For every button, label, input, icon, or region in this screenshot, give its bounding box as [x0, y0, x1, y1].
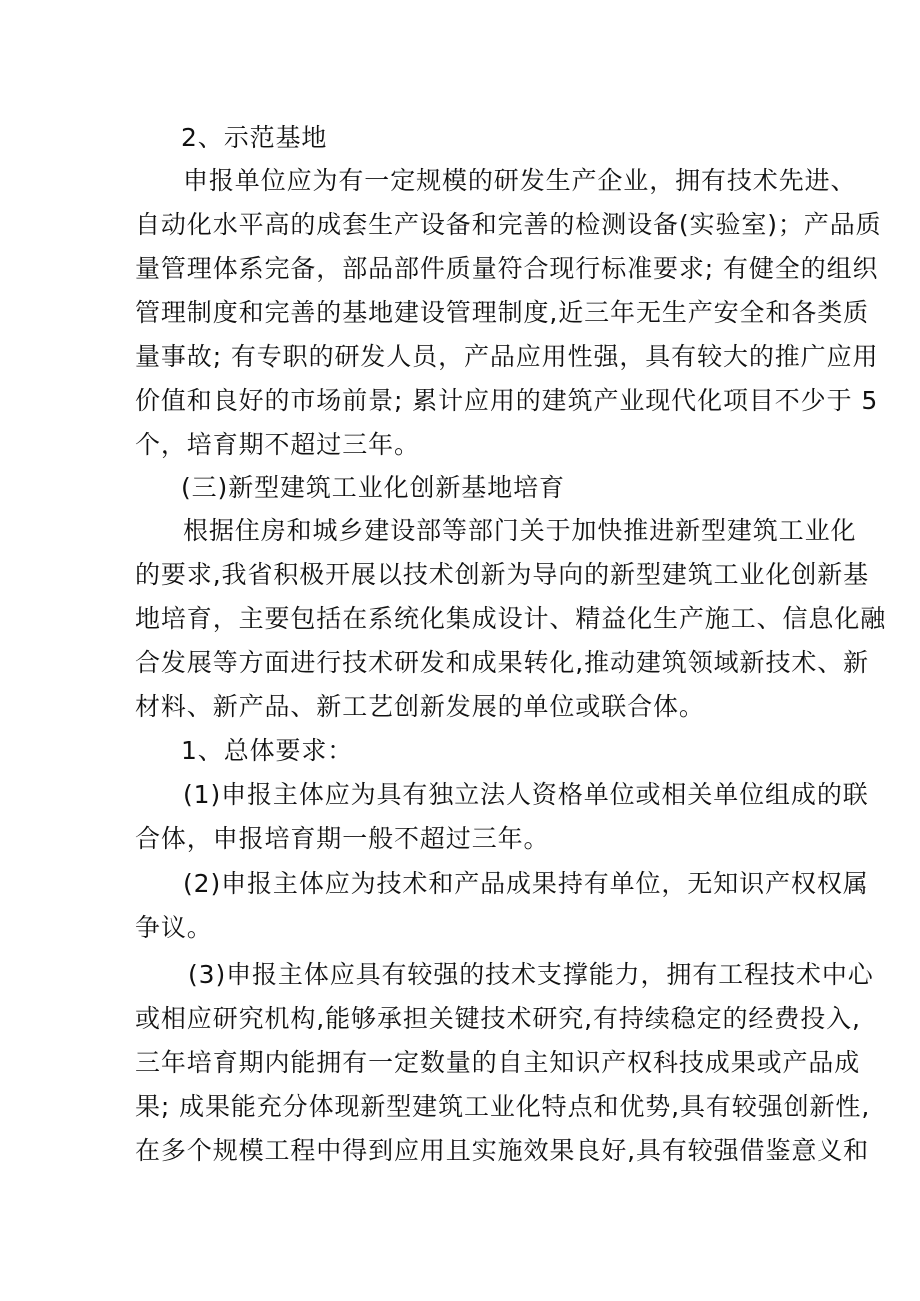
- paragraph-line: 地培育，主要包括在系统化集成设计、精益化生产施工、信息化融: [135, 604, 887, 633]
- paragraph-line: 个，培育期不超过三年。: [135, 430, 420, 459]
- paragraph-line: 自动化水平高的成套生产设备和完善的检测设备(实验室)；产品质: [135, 210, 882, 239]
- paragraph-line: 管理制度和完善的基地建设管理制度,近三年无生产安全和各类质: [135, 298, 870, 327]
- list-item-line: (3)申报主体应具有较强的技术支撑能力，拥有工程技术中心: [188, 960, 874, 989]
- section-heading-innovation-base: (三)新型建筑工业化创新基地培育: [181, 473, 565, 502]
- list-item-line: 在多个规模工程中得到应用且实施效果良好,具有较强借鉴意义和: [135, 1136, 870, 1165]
- list-item-line: (1)申报主体应为具有独立法人资格单位或相关单位组成的联: [183, 780, 869, 809]
- list-item-line: 争议。: [135, 913, 213, 942]
- list-item-line: 合体，申报培育期一般不超过三年。: [135, 824, 550, 853]
- paragraph-line: 申报单位应为有一定规模的研发生产企业，拥有技术先进、: [183, 166, 857, 195]
- paragraph-line: 根据住房和城乡建设部等部门关于加快推进新型建筑工业化: [183, 516, 857, 545]
- paragraph-line: 量管理体系完备，部品部件质量符合现行标准要求; 有健全的组织: [135, 254, 879, 283]
- paragraph-line: 价值和良好的市场前景; 累计应用的建筑产业现代化项目不少于 5: [135, 386, 879, 415]
- heading-demo-base: 2、示范基地: [181, 123, 328, 152]
- paragraph-line: 量事故; 有专职的研发人员，产品应用性强，具有较大的推广应用: [135, 342, 879, 371]
- paragraph-line: 合发展等方面进行技术研发和成果转化,推动建筑领域新技术、新: [135, 648, 870, 677]
- list-item-line: 果; 成果能充分体现新型建筑工业化特点和优势,具有较强创新性,: [135, 1092, 871, 1121]
- heading-general-requirements: 1、总体要求：: [181, 736, 354, 765]
- list-item-line: 或相应研究机构,能够承担关键技术研究,有持续稳定的经费投入,: [135, 1004, 861, 1033]
- paragraph-line: 的要求,我省积极开展以技术创新为导向的新型建筑工业化创新基: [135, 560, 870, 589]
- paragraph-line: 材料、新产品、新工艺创新发展的单位或联合体。: [135, 692, 705, 721]
- list-item-line: (2)申报主体应为技术和产品成果持有单位，无知识产权权属: [183, 869, 869, 898]
- list-item-line: 三年培育期内能拥有一定数量的自主知识产权科技成果或产品成: [135, 1048, 861, 1077]
